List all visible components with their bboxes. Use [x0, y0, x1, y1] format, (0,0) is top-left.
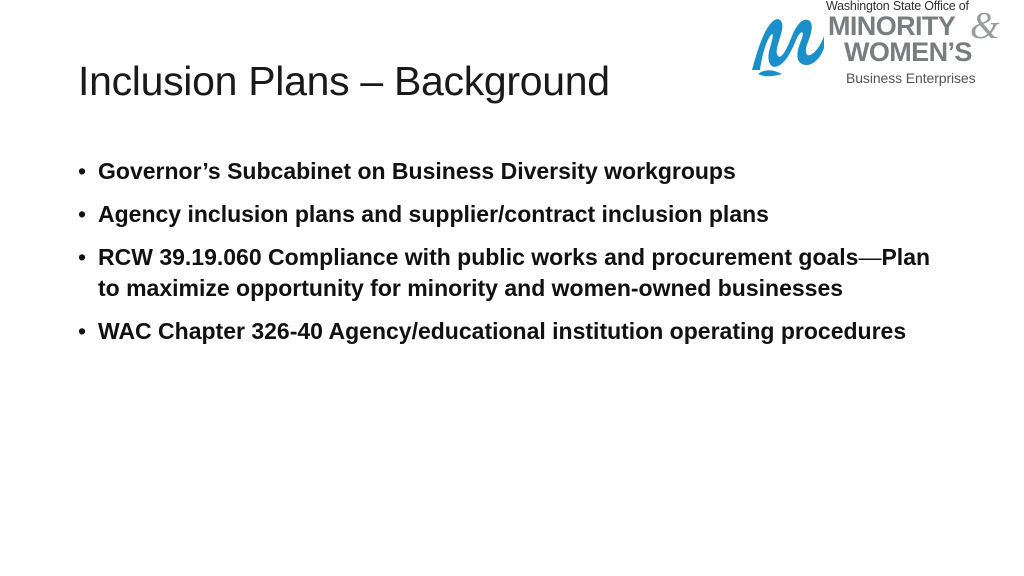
logo-top-line: Washington State Office of [826, 0, 969, 13]
bullet-text-before: RCW 39.19.060 Compliance with public works and procurement goals [98, 244, 859, 270]
logo-business-enterprises-text: Business Enterprises [846, 70, 976, 86]
logo-womens-text: WOMEN’S [844, 37, 972, 67]
slide-title: Inclusion Plans – Background [78, 58, 610, 104]
omwbe-logo [748, 0, 1010, 95]
em-dash: — [858, 244, 882, 270]
wave-logo-icon [748, 8, 826, 80]
bullet-item [78, 316, 938, 347]
bullet-text: WAC Chapter 326-40 Agency/educational institution operating procedures [98, 318, 907, 344]
logo-minority-text: MINORITY [828, 11, 956, 41]
bullet-item [78, 199, 938, 230]
bullet-text: Governor’s Subcabinet on Business Diversity workgroups [98, 158, 736, 184]
bullet-text: Agency inclusion plans and supplier/contract inclusion plans [98, 201, 769, 227]
logo-ampersand: & [970, 5, 1000, 47]
bullet-marker: • [78, 201, 87, 227]
bullet-marker: • [78, 158, 87, 184]
bullet-list [78, 156, 938, 359]
bullet-marker: • [78, 318, 87, 344]
bullet-item [78, 156, 938, 187]
bullet-marker: • [78, 244, 87, 270]
bullet-text-after: Plan to maximize opportunity for minority and women-owned businesses [98, 244, 931, 301]
bullet-item [78, 242, 938, 304]
